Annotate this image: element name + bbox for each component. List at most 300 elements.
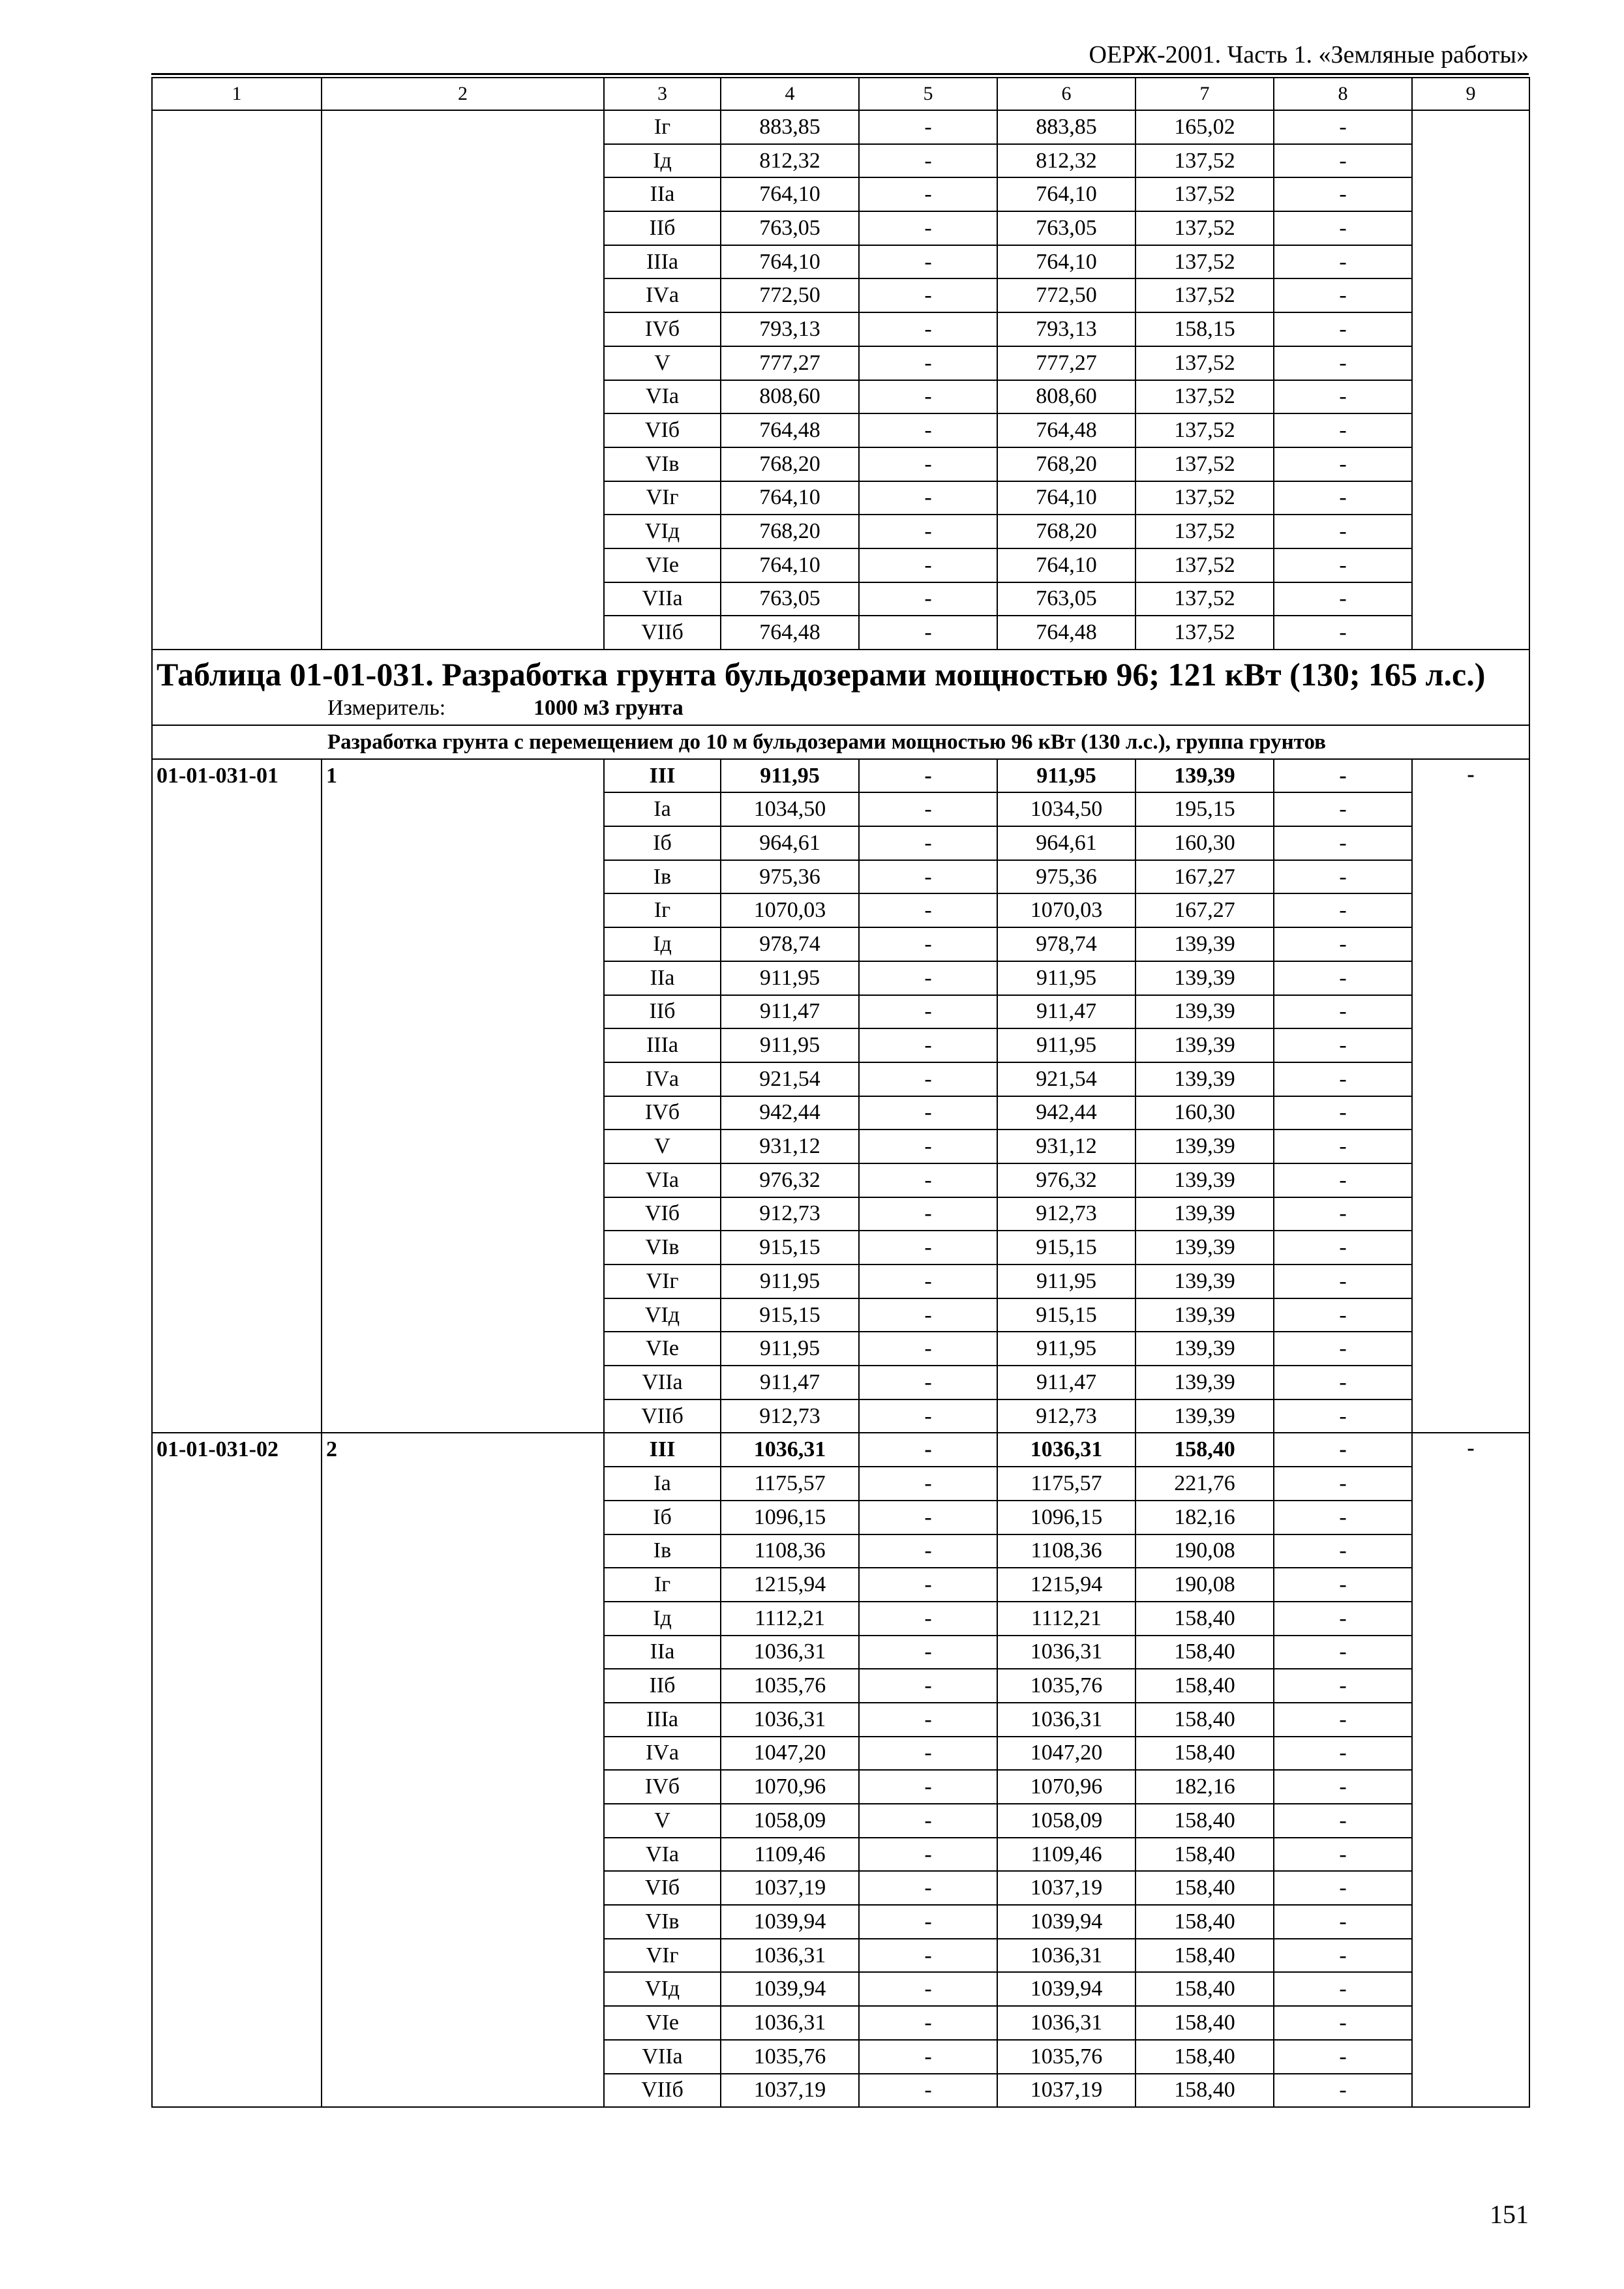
machinery-cost-cell: 1215,94: [997, 1568, 1135, 1602]
materials-cost-cell: -: [1274, 1534, 1412, 1568]
machinist-wages-cell: 190,08: [1135, 1568, 1274, 1602]
equipment-cell: [1412, 110, 1529, 650]
materials-cost-cell: -: [1274, 548, 1412, 582]
soil-group-cell: IVа: [604, 1737, 721, 1771]
machinery-cost-cell: 911,47: [997, 995, 1135, 1029]
direct-cost-cell: 1070,96: [721, 1770, 859, 1804]
direct-cost-cell: 1058,09: [721, 1804, 859, 1838]
wages-cell: -: [859, 1939, 997, 1973]
machinist-wages-cell: 158,15: [1135, 312, 1274, 346]
table-row: [152, 759, 1529, 793]
soil-group-cell: VIг: [604, 1939, 721, 1973]
soil-group-cell: IIIа: [604, 1028, 721, 1062]
wages-cell: -: [859, 616, 997, 650]
machinery-cost-cell: 808,60: [997, 380, 1135, 414]
machinery-cost-cell: 911,47: [997, 1366, 1135, 1399]
materials-cost-cell: -: [1274, 1770, 1412, 1804]
machinist-wages-cell: 139,39: [1135, 1399, 1274, 1433]
machinery-cost-cell: 1036,31: [997, 1636, 1135, 1669]
materials-cost-cell: -: [1274, 826, 1412, 860]
direct-cost-cell: 1036,31: [721, 1703, 859, 1737]
materials-cost-cell: -: [1274, 1332, 1412, 1366]
machinist-wages-cell: 137,52: [1135, 177, 1274, 211]
direct-cost-cell: 1039,94: [721, 1972, 859, 2006]
machinery-cost-cell: 1096,15: [997, 1501, 1135, 1534]
wages-cell: -: [859, 1163, 997, 1197]
machinery-cost-cell: 1070,03: [997, 893, 1135, 927]
column-number-7: 7: [1135, 78, 1274, 110]
rate-number-cell: 1: [322, 759, 604, 1433]
wages-cell: -: [859, 2074, 997, 2108]
machinist-wages-cell: 139,39: [1135, 961, 1274, 995]
machinist-wages-cell: 137,52: [1135, 515, 1274, 548]
materials-cost-cell: -: [1274, 1568, 1412, 1602]
machinery-cost-cell: 812,32: [997, 144, 1135, 178]
wages-cell: -: [859, 1534, 997, 1568]
machinery-cost-cell: 883,85: [997, 110, 1135, 144]
wages-cell: -: [859, 1972, 997, 2006]
wages-cell: -: [859, 278, 997, 312]
direct-cost-cell: 1037,19: [721, 1871, 859, 1905]
materials-cost-cell: -: [1274, 1298, 1412, 1332]
soil-group-cell: VIв: [604, 447, 721, 481]
column-number-2: 2: [322, 78, 604, 110]
table-body: [152, 78, 1529, 2107]
soil-group-cell: III: [604, 759, 721, 793]
machinist-wages-cell: 137,52: [1135, 245, 1274, 279]
materials-cost-cell: -: [1274, 616, 1412, 650]
wages-cell: -: [859, 582, 997, 616]
wages-cell: -: [859, 1467, 997, 1501]
machinist-wages-cell: 158,40: [1135, 1636, 1274, 1669]
machinist-wages-cell: 160,30: [1135, 1096, 1274, 1130]
wages-cell: -: [859, 1568, 997, 1602]
direct-cost-cell: 1034,50: [721, 792, 859, 826]
direct-cost-cell: 1036,31: [721, 1939, 859, 1973]
machinery-cost-cell: 1070,96: [997, 1770, 1135, 1804]
machinist-wages-cell: 137,52: [1135, 447, 1274, 481]
wages-cell: -: [859, 1433, 997, 1467]
wages-cell: -: [859, 1804, 997, 1838]
direct-cost-cell: 768,20: [721, 447, 859, 481]
machinist-wages-cell: 137,52: [1135, 413, 1274, 447]
soil-group-cell: Iд: [604, 1602, 721, 1636]
materials-cost-cell: -: [1274, 1028, 1412, 1062]
wages-cell: -: [859, 759, 997, 793]
section-row: [152, 725, 1529, 759]
materials-cost-cell: -: [1274, 413, 1412, 447]
wages-cell: -: [859, 792, 997, 826]
machinist-wages-cell: 182,16: [1135, 1770, 1274, 1804]
measure-label: Измеритель:: [327, 696, 446, 720]
materials-cost-cell: -: [1274, 481, 1412, 515]
materials-cost-cell: -: [1274, 1366, 1412, 1399]
direct-cost-cell: 976,32: [721, 1163, 859, 1197]
wages-cell: -: [859, 1298, 997, 1332]
materials-cost-cell: -: [1274, 1602, 1412, 1636]
machinery-cost-cell: 964,61: [997, 826, 1135, 860]
direct-cost-cell: 1039,94: [721, 1905, 859, 1939]
wages-cell: -: [859, 1636, 997, 1669]
soil-group-cell: VIг: [604, 481, 721, 515]
materials-cost-cell: -: [1274, 2040, 1412, 2074]
measure-line: [157, 695, 1525, 722]
machinist-wages-cell: 139,39: [1135, 1028, 1274, 1062]
wages-cell: -: [859, 1399, 997, 1433]
wages-cell: -: [859, 1838, 997, 1872]
direct-cost-cell: 763,05: [721, 211, 859, 245]
machinery-cost-cell: 764,10: [997, 177, 1135, 211]
soil-group-cell: VIIб: [604, 616, 721, 650]
machinery-cost-cell: 931,12: [997, 1130, 1135, 1163]
wages-cell: -: [859, 1231, 997, 1264]
materials-cost-cell: -: [1274, 1905, 1412, 1939]
soil-group-cell: IVа: [604, 1062, 721, 1096]
machinery-cost-cell: 764,10: [997, 548, 1135, 582]
materials-cost-cell: -: [1274, 1737, 1412, 1771]
rate-code-cell: 01-01-031-02: [152, 1433, 322, 2107]
rates-table: [151, 77, 1530, 2108]
soil-group-cell: IIа: [604, 961, 721, 995]
machinist-wages-cell: 160,30: [1135, 826, 1274, 860]
direct-cost-cell: 1070,03: [721, 893, 859, 927]
machinery-cost-cell: 1175,57: [997, 1467, 1135, 1501]
machinist-wages-cell: 158,40: [1135, 2074, 1274, 2108]
wages-cell: -: [859, 211, 997, 245]
direct-cost-cell: 1175,57: [721, 1467, 859, 1501]
direct-cost-cell: 911,95: [721, 1264, 859, 1298]
soil-group-cell: Iб: [604, 1501, 721, 1534]
machinery-cost-cell: 1109,46: [997, 1838, 1135, 1872]
soil-group-cell: VIIа: [604, 1366, 721, 1399]
wages-cell: -: [859, 893, 997, 927]
wages-cell: -: [859, 1197, 997, 1231]
machinery-cost-cell: 763,05: [997, 582, 1135, 616]
machinery-cost-cell: 1047,20: [997, 1737, 1135, 1771]
column-number-1: 1: [152, 78, 322, 110]
machinery-cost-cell: 915,15: [997, 1231, 1135, 1264]
equipment-value: -: [1467, 1436, 1475, 1461]
materials-cost-cell: -: [1274, 1197, 1412, 1231]
machinery-cost-cell: 1039,94: [997, 1972, 1135, 2006]
machinist-wages-cell: 158,40: [1135, 2040, 1274, 2074]
machinery-cost-cell: 912,73: [997, 1399, 1135, 1433]
machinist-wages-cell: 139,39: [1135, 1231, 1274, 1264]
wages-cell: -: [859, 515, 997, 548]
equipment-cell: [1412, 1433, 1529, 2107]
direct-cost-cell: 1108,36: [721, 1534, 859, 1568]
direct-cost-cell: 768,20: [721, 515, 859, 548]
machinery-cost-cell: 978,74: [997, 927, 1135, 961]
wages-cell: -: [859, 826, 997, 860]
wages-cell: -: [859, 1028, 997, 1062]
materials-cost-cell: -: [1274, 278, 1412, 312]
materials-cost-cell: -: [1274, 2006, 1412, 2040]
direct-cost-cell: 1035,76: [721, 1669, 859, 1703]
machinery-cost-cell: 793,13: [997, 312, 1135, 346]
direct-cost-cell: 978,74: [721, 927, 859, 961]
machinist-wages-cell: 139,39: [1135, 759, 1274, 793]
materials-cost-cell: -: [1274, 759, 1412, 793]
soil-group-cell: IIб: [604, 995, 721, 1029]
machinery-cost-cell: 772,50: [997, 278, 1135, 312]
page-number: 151: [1490, 2200, 1529, 2229]
measure-value: 1000 м3 грунта: [534, 696, 684, 720]
soil-group-cell: III: [604, 1433, 721, 1467]
rate-number-cell: 2: [322, 1433, 604, 2107]
machinist-wages-cell: 221,76: [1135, 1467, 1274, 1501]
machinist-wages-cell: 139,39: [1135, 1163, 1274, 1197]
machinery-cost-cell: 911,95: [997, 1332, 1135, 1366]
machinery-cost-cell: 1034,50: [997, 792, 1135, 826]
rate-code-cell: 01-01-031-01: [152, 759, 322, 1433]
column-number-row: [152, 78, 1529, 110]
materials-cost-cell: -: [1274, 1501, 1412, 1534]
machinery-cost-cell: 763,05: [997, 211, 1135, 245]
table-title-row: [152, 650, 1529, 725]
materials-cost-cell: -: [1274, 961, 1412, 995]
machinist-wages-cell: 158,40: [1135, 1905, 1274, 1939]
machinery-cost-cell: 912,73: [997, 1197, 1135, 1231]
direct-cost-cell: 915,15: [721, 1231, 859, 1264]
wages-cell: -: [859, 1264, 997, 1298]
wages-cell: -: [859, 2040, 997, 2074]
soil-group-cell: IIа: [604, 1636, 721, 1669]
direct-cost-cell: 1036,31: [721, 1636, 859, 1669]
machinery-cost-cell: 764,10: [997, 481, 1135, 515]
direct-cost-cell: 964,61: [721, 826, 859, 860]
wages-cell: -: [859, 1366, 997, 1399]
header-rule: [151, 73, 1529, 75]
soil-group-cell: Iг: [604, 110, 721, 144]
machinist-wages-cell: 137,52: [1135, 548, 1274, 582]
machinist-wages-cell: 137,52: [1135, 582, 1274, 616]
materials-cost-cell: -: [1274, 927, 1412, 961]
soil-group-cell: IIб: [604, 211, 721, 245]
materials-cost-cell: -: [1274, 1399, 1412, 1433]
machinery-cost-cell: 1036,31: [997, 1703, 1135, 1737]
direct-cost-cell: 883,85: [721, 110, 859, 144]
wages-cell: -: [859, 380, 997, 414]
direct-cost-cell: 763,05: [721, 582, 859, 616]
running-header: ОЕРЖ-2001. Часть 1. «Земляные работы»: [1089, 41, 1529, 68]
machinist-wages-cell: 167,27: [1135, 860, 1274, 894]
soil-group-cell: V: [604, 1804, 721, 1838]
materials-cost-cell: -: [1274, 515, 1412, 548]
column-number-5: 5: [859, 78, 997, 110]
materials-cost-cell: -: [1274, 1939, 1412, 1973]
materials-cost-cell: -: [1274, 1972, 1412, 2006]
soil-group-cell: VIб: [604, 1871, 721, 1905]
soil-group-cell: VIе: [604, 2006, 721, 2040]
machinery-cost-cell: 1036,31: [997, 1433, 1135, 1467]
direct-cost-cell: 1096,15: [721, 1501, 859, 1534]
direct-cost-cell: 1047,20: [721, 1737, 859, 1771]
materials-cost-cell: -: [1274, 1669, 1412, 1703]
wages-cell: -: [859, 1737, 997, 1771]
soil-group-cell: V: [604, 346, 721, 380]
wages-cell: -: [859, 177, 997, 211]
materials-cost-cell: -: [1274, 110, 1412, 144]
wages-cell: -: [859, 1905, 997, 1939]
direct-cost-cell: 942,44: [721, 1096, 859, 1130]
machinist-wages-cell: 137,52: [1135, 144, 1274, 178]
soil-group-cell: VIIб: [604, 1399, 721, 1433]
direct-cost-cell: 777,27: [721, 346, 859, 380]
wages-cell: -: [859, 413, 997, 447]
soil-group-cell: VIв: [604, 1231, 721, 1264]
materials-cost-cell: -: [1274, 1804, 1412, 1838]
machinist-wages-cell: 190,08: [1135, 1534, 1274, 1568]
direct-cost-cell: 764,10: [721, 177, 859, 211]
wages-cell: -: [859, 447, 997, 481]
machinist-wages-cell: 158,40: [1135, 1433, 1274, 1467]
wages-cell: -: [859, 927, 997, 961]
wages-cell: -: [859, 144, 997, 178]
wages-cell: -: [859, 245, 997, 279]
soil-group-cell: IVб: [604, 1096, 721, 1130]
machinery-cost-cell: 942,44: [997, 1096, 1135, 1130]
direct-cost-cell: 915,15: [721, 1298, 859, 1332]
soil-group-cell: VIв: [604, 1905, 721, 1939]
wages-cell: -: [859, 1062, 997, 1096]
machinery-cost-cell: 764,48: [997, 616, 1135, 650]
machinery-cost-cell: 911,95: [997, 759, 1135, 793]
machinery-cost-cell: 976,32: [997, 1163, 1135, 1197]
machinery-cost-cell: 1037,19: [997, 1871, 1135, 1905]
direct-cost-cell: 1112,21: [721, 1602, 859, 1636]
machinist-wages-cell: 158,40: [1135, 1669, 1274, 1703]
soil-group-cell: Iд: [604, 927, 721, 961]
machinery-cost-cell: 1039,94: [997, 1905, 1135, 1939]
soil-group-cell: VIд: [604, 515, 721, 548]
direct-cost-cell: 1035,76: [721, 2040, 859, 2074]
column-number-6: 6: [997, 78, 1135, 110]
materials-cost-cell: -: [1274, 346, 1412, 380]
table-title: Таблица 01-01-031. Разработка грунта бульдозерами мощностью 96; 121 кВт (130; 165 л.с.): [157, 656, 1486, 693]
soil-group-cell: IIIа: [604, 1703, 721, 1737]
soil-group-cell: VIб: [604, 413, 721, 447]
direct-cost-cell: 764,10: [721, 245, 859, 279]
direct-cost-cell: 808,60: [721, 380, 859, 414]
machinist-wages-cell: 182,16: [1135, 1501, 1274, 1534]
table-row: [152, 110, 1529, 144]
direct-cost-cell: 911,47: [721, 995, 859, 1029]
direct-cost-cell: 912,73: [721, 1197, 859, 1231]
direct-cost-cell: 1037,19: [721, 2074, 859, 2108]
materials-cost-cell: -: [1274, 995, 1412, 1029]
soil-group-cell: VIд: [604, 1972, 721, 2006]
machinist-wages-cell: 158,40: [1135, 1871, 1274, 1905]
soil-group-cell: VIIа: [604, 2040, 721, 2074]
machinery-cost-cell: 1112,21: [997, 1602, 1135, 1636]
column-number-9: 9: [1412, 78, 1529, 110]
machinery-cost-cell: 911,95: [997, 961, 1135, 995]
machinery-cost-cell: 915,15: [997, 1298, 1135, 1332]
wages-cell: -: [859, 1096, 997, 1130]
soil-group-cell: IVб: [604, 312, 721, 346]
soil-group-cell: Iб: [604, 826, 721, 860]
machinery-cost-cell: 768,20: [997, 447, 1135, 481]
direct-cost-cell: 911,95: [721, 1332, 859, 1366]
soil-group-cell: Iв: [604, 860, 721, 894]
soil-group-cell: VIе: [604, 1332, 721, 1366]
machinist-wages-cell: 167,27: [1135, 893, 1274, 927]
machinery-cost-cell: 911,95: [997, 1028, 1135, 1062]
wages-cell: -: [859, 1871, 997, 1905]
machinery-cost-cell: 777,27: [997, 346, 1135, 380]
direct-cost-cell: 764,48: [721, 616, 859, 650]
wages-cell: -: [859, 2006, 997, 2040]
machinist-wages-cell: 158,40: [1135, 1972, 1274, 2006]
table-row: [152, 1433, 1529, 1467]
soil-group-cell: IIIа: [604, 245, 721, 279]
machinery-cost-cell: 764,48: [997, 413, 1135, 447]
machinist-wages-cell: 137,52: [1135, 278, 1274, 312]
wages-cell: -: [859, 481, 997, 515]
machinist-wages-cell: 139,39: [1135, 927, 1274, 961]
materials-cost-cell: -: [1274, 1231, 1412, 1264]
machinist-wages-cell: 137,52: [1135, 380, 1274, 414]
machinist-wages-cell: 139,39: [1135, 1332, 1274, 1366]
materials-cost-cell: -: [1274, 792, 1412, 826]
machinist-wages-cell: 158,40: [1135, 1804, 1274, 1838]
section-heading: Разработка грунта с перемещением до 10 м бульдозерами мощностью 96 кВт (130 л.с.), группа грунтов: [152, 725, 1529, 759]
machinist-wages-cell: 195,15: [1135, 792, 1274, 826]
soil-group-cell: Iа: [604, 1467, 721, 1501]
machinery-cost-cell: 1037,19: [997, 2074, 1135, 2108]
wages-cell: -: [859, 961, 997, 995]
soil-group-cell: IVа: [604, 278, 721, 312]
materials-cost-cell: -: [1274, 144, 1412, 178]
direct-cost-cell: 1215,94: [721, 1568, 859, 1602]
soil-group-cell: VIа: [604, 1838, 721, 1872]
equipment-value: -: [1467, 762, 1475, 786]
materials-cost-cell: -: [1274, 860, 1412, 894]
materials-cost-cell: -: [1274, 1467, 1412, 1501]
machinist-wages-cell: 137,52: [1135, 211, 1274, 245]
direct-cost-cell: 921,54: [721, 1062, 859, 1096]
direct-cost-cell: 764,10: [721, 481, 859, 515]
machinery-cost-cell: 1036,31: [997, 2006, 1135, 2040]
direct-cost-cell: 1109,46: [721, 1838, 859, 1872]
soil-group-cell: VIIа: [604, 582, 721, 616]
soil-group-cell: VIа: [604, 380, 721, 414]
wages-cell: -: [859, 1602, 997, 1636]
direct-cost-cell: 764,48: [721, 413, 859, 447]
direct-cost-cell: 912,73: [721, 1399, 859, 1433]
wages-cell: -: [859, 1501, 997, 1534]
direct-cost-cell: 1036,31: [721, 1433, 859, 1467]
soil-group-cell: VIг: [604, 1264, 721, 1298]
materials-cost-cell: -: [1274, 1433, 1412, 1467]
materials-cost-cell: -: [1274, 1096, 1412, 1130]
machinist-wages-cell: 139,39: [1135, 1366, 1274, 1399]
machinery-cost-cell: 911,95: [997, 1264, 1135, 1298]
soil-group-cell: VIе: [604, 548, 721, 582]
materials-cost-cell: -: [1274, 1703, 1412, 1737]
machinist-wages-cell: 158,40: [1135, 2006, 1274, 2040]
materials-cost-cell: -: [1274, 582, 1412, 616]
machinist-wages-cell: 139,39: [1135, 1130, 1274, 1163]
machinist-wages-cell: 137,52: [1135, 346, 1274, 380]
wages-cell: -: [859, 110, 997, 144]
soil-group-cell: Iв: [604, 1534, 721, 1568]
materials-cost-cell: -: [1274, 1838, 1412, 1872]
machinist-wages-cell: 137,52: [1135, 616, 1274, 650]
direct-cost-cell: 1036,31: [721, 2006, 859, 2040]
code-cell: [152, 110, 322, 650]
